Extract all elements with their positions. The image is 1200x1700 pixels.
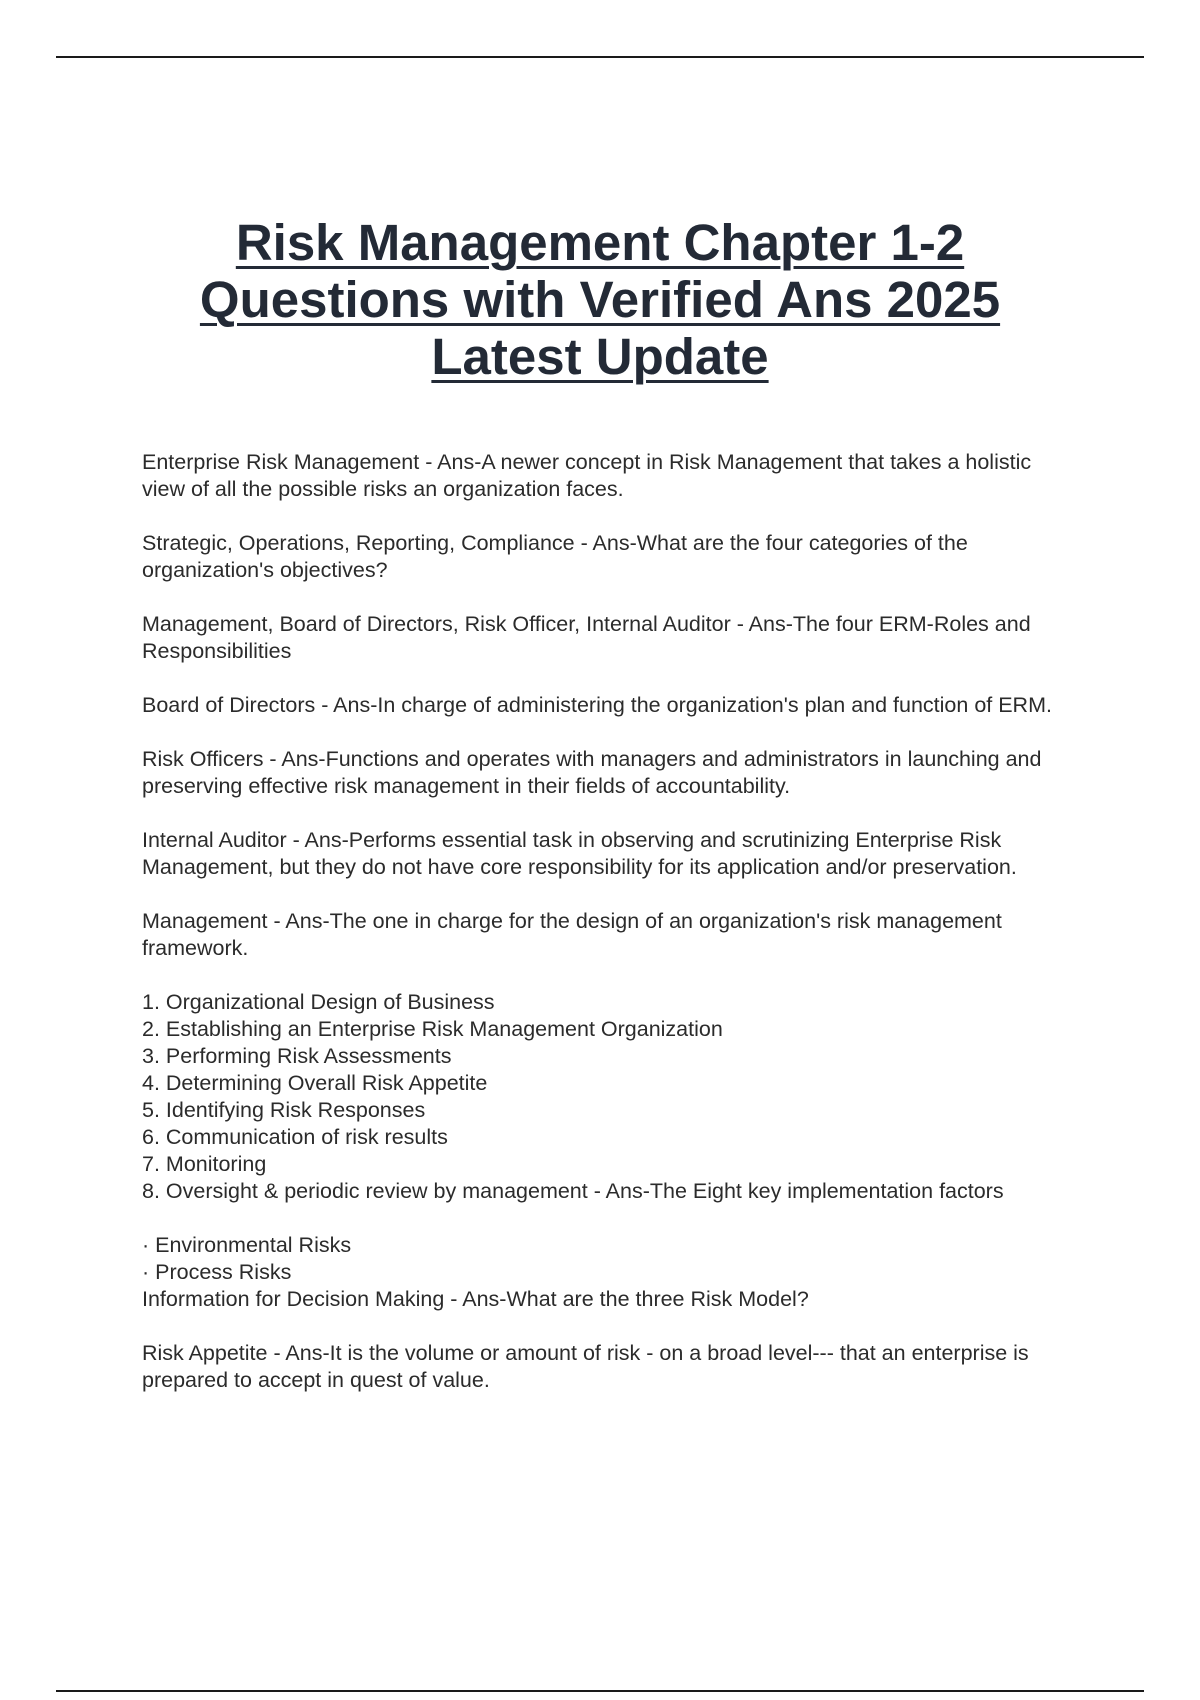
list-item: 8. Oversight & periodic review by management - Ans-The Eight key implementation factors [142, 1179, 1004, 1203]
top-rule [56, 56, 1144, 58]
entry-management: Management - Ans-The one in charge for the design of an organization's risk management framework. [142, 909, 1002, 960]
implementation-factors-list [142, 989, 1062, 1205]
bottom-rule [56, 1690, 1144, 1692]
list-item: 7. Monitoring [142, 1152, 267, 1176]
list-item: · Process Risks [142, 1260, 292, 1284]
list-item: Information for Decision Making - Ans-What are the three Risk Model? [142, 1287, 809, 1311]
page-title [0, 214, 1200, 385]
entry-objective-categories: Strategic, Operations, Reporting, Compliance - Ans-What are the four categories of the organization's objectives? [142, 531, 968, 582]
document-body [142, 449, 1062, 1421]
title-line-2: Questions with Verified Ans 2025 [199, 271, 1001, 328]
list-item: 4. Determining Overall Risk Appetite [142, 1071, 488, 1095]
entry-enterprise-risk-management: Enterprise Risk Management - Ans-A newer concept in Risk Management that takes a holistic view of all the possible risks an organization faces. [142, 450, 1032, 501]
title-line-1: Risk Management Chapter 1-2 [235, 214, 965, 271]
entry-risk-officers: Risk Officers - Ans-Functions and operates with managers and administrators in launching and preserving effective risk management in their fields of accountability. [142, 747, 1042, 798]
list-item: · Environmental Risks [142, 1233, 352, 1257]
list-item: 1. Organizational Design of Business [142, 990, 495, 1014]
entry-internal-auditor: Internal Auditor - Ans-Performs essential task in observing and scrutinizing Enterprise Risk Management, but they do not have core responsibility for its application and/or preservation. [142, 828, 1017, 879]
list-item: 3. Performing Risk Assessments [142, 1044, 452, 1068]
risk-model-list [142, 1232, 1062, 1313]
entry-risk-appetite: Risk Appetite - Ans-It is the volume or amount of risk - on a broad level--- that an enterprise is prepared to accept in quest of value. [142, 1341, 1029, 1392]
list-item: 5. Identifying Risk Responses [142, 1098, 426, 1122]
entry-board-of-directors: Board of Directors - Ans-In charge of administering the organization's plan and function of ERM. [142, 693, 1052, 717]
list-item: 2. Establishing an Enterprise Risk Management Organization [142, 1017, 723, 1041]
list-item: 6. Communication of risk results [142, 1125, 448, 1149]
entry-erm-roles: Management, Board of Directors, Risk Officer, Internal Auditor - Ans-The four ERM-Roles and Responsibilities [142, 612, 1031, 663]
title-line-3: Latest Update [431, 328, 769, 385]
